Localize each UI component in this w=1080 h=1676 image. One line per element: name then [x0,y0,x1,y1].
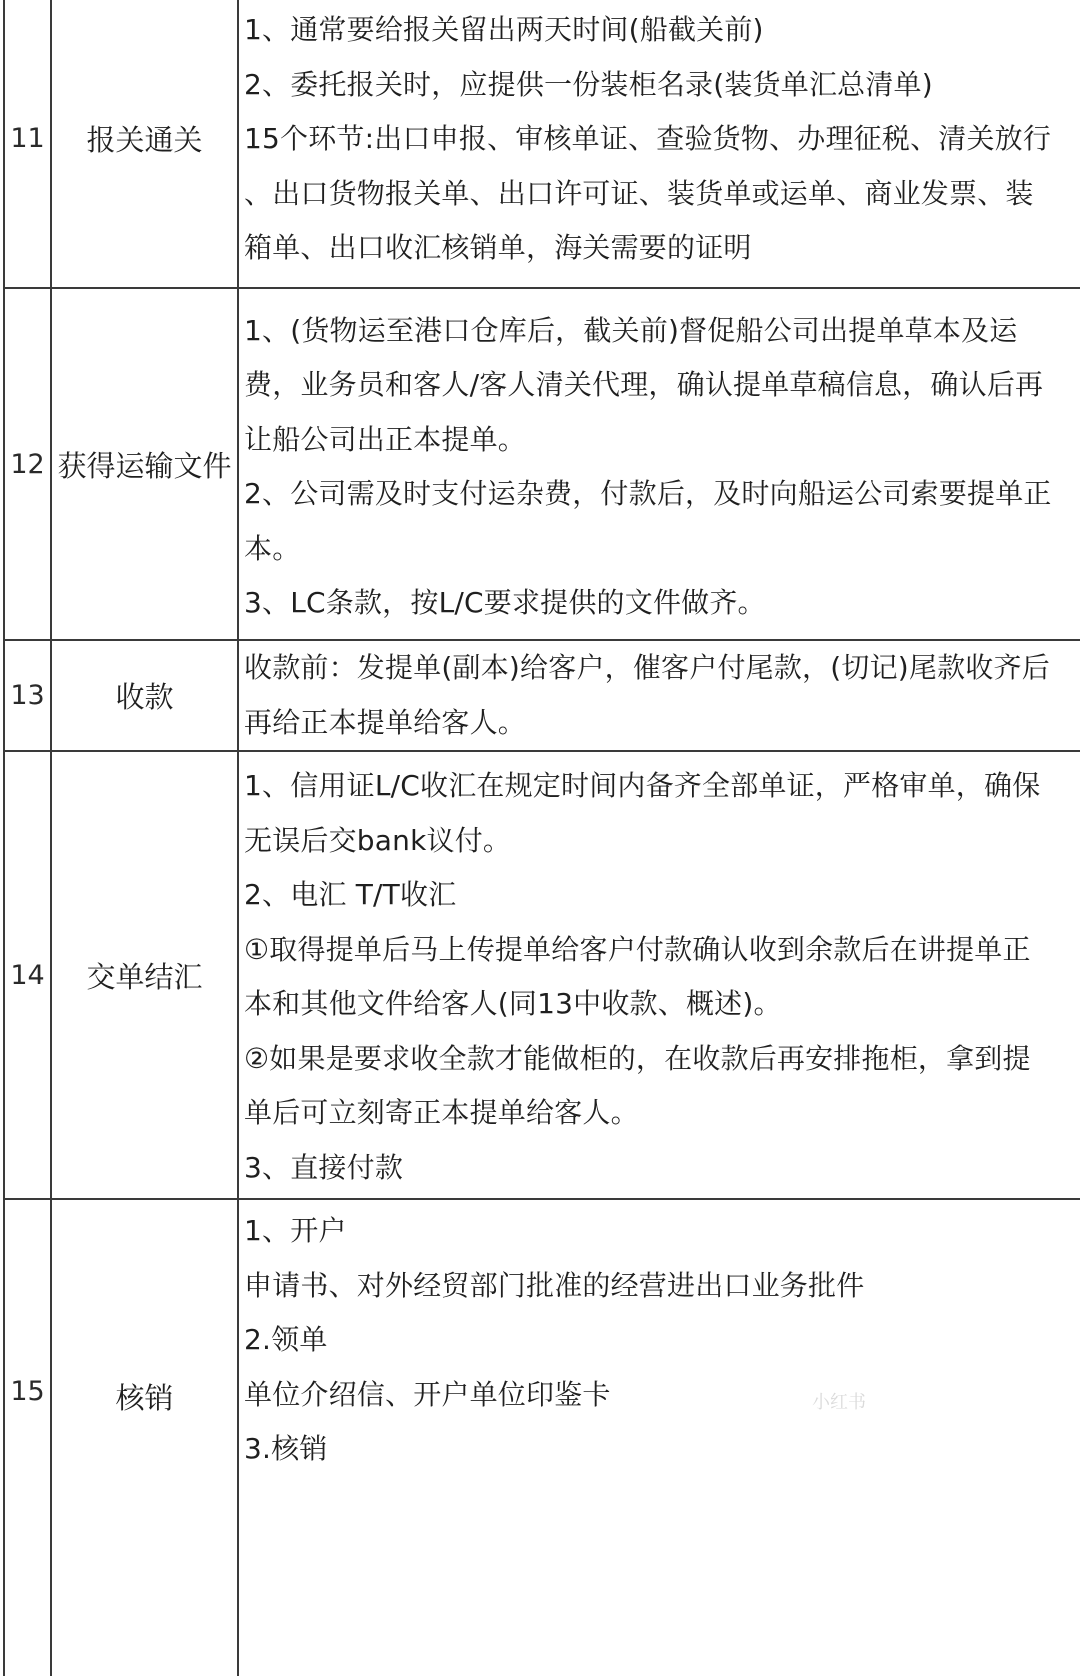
watermark: 小红书 [812,1392,866,1413]
step-description [238,1199,1080,1676]
step-description [238,640,1080,751]
step-name: 报关通关 [51,0,238,288]
description-line: 单后可立刻寄正本提单给客人。 [244,1096,639,1129]
step-number: 15 [4,1199,51,1676]
step-description [238,751,1080,1199]
table-row [4,1199,1080,1676]
description-line: 再给正本提单给客人。 [244,705,527,739]
description-line: 3.核销 [244,1432,328,1465]
description-line: 2、电汇 T/T收汇 [244,878,457,911]
step-description [238,0,1080,288]
step-number: 13 [4,640,51,751]
step-number: 11 [4,0,51,288]
description-line: ①取得提单后马上传提单给客户付款确认收到余款后在讲提单正 [244,932,1031,966]
table-row [4,0,1080,288]
description-line: 申请书、对外经贸部门批准的经营进出口业务批件 [244,1268,865,1302]
step-number: 12 [4,288,51,640]
description-line: 2.领单 [244,1323,328,1356]
description-line: 收款前：发提单(副本)给客户，催客户付尾款，(切记)尾款收齐后 [244,651,1050,684]
table-row [4,751,1080,1199]
description-line: 1、信用证L/C收汇在规定时间内备齐全部单证，严格审单，确保 [244,769,1041,802]
process-table [3,0,1080,1676]
table-row [4,288,1080,640]
description-line: 本。 [244,531,301,565]
description-line: 1、(货物运至港口仓库后，截关前)督促船公司出提单草本及运 [244,313,1018,347]
table-row [4,640,1080,751]
step-name: 核销 [51,1199,238,1676]
description-line: 1、开户 [244,1214,347,1247]
description-line: 2、公司需及时支付运杂费，付款后，及时向船运公司索要提单正 [244,477,1052,510]
description-line: 无误后交bank议付。 [244,823,512,857]
description-line: 3、直接付款 [244,1150,404,1184]
description-line: ②如果是要求收全款才能做柜的，在收款后再安排拖柜，拿到提 [244,1041,1031,1075]
step-description [238,288,1080,640]
step-name: 收款 [51,640,238,751]
description-line: 箱单、出口收汇核销单，海关需要的证明 [244,231,752,265]
description-line: 2、委托报关时，应提供一份装柜名录(装货单汇总清单) [244,67,933,101]
description-line: 1、通常要给报关留出两天时间(船截关前) [244,13,764,47]
step-number: 14 [4,751,51,1199]
description-line: 让船公司出正本提单。 [244,422,527,456]
description-line: 15个环节:出口申报、审核单证、查验货物、办理征税、清关放行 [244,122,1052,156]
description-line: 本和其他文件给客人(同13中收款、概述)。 [244,987,782,1020]
step-name: 交单结汇 [51,751,238,1199]
description-line: 3、LC条款，按L/C要求提供的文件做齐。 [244,586,766,619]
description-line: 费，业务员和客人/客人清关代理，确认提单草稿信息，确认后再 [244,368,1044,401]
step-name: 获得运输文件 [51,288,238,640]
description-line: 、出口货物报关单、出口许可证、装货单或运单、商业发票、装 [244,176,1034,210]
description-line: 单位介绍信、开户单位印鉴卡 [244,1377,611,1411]
